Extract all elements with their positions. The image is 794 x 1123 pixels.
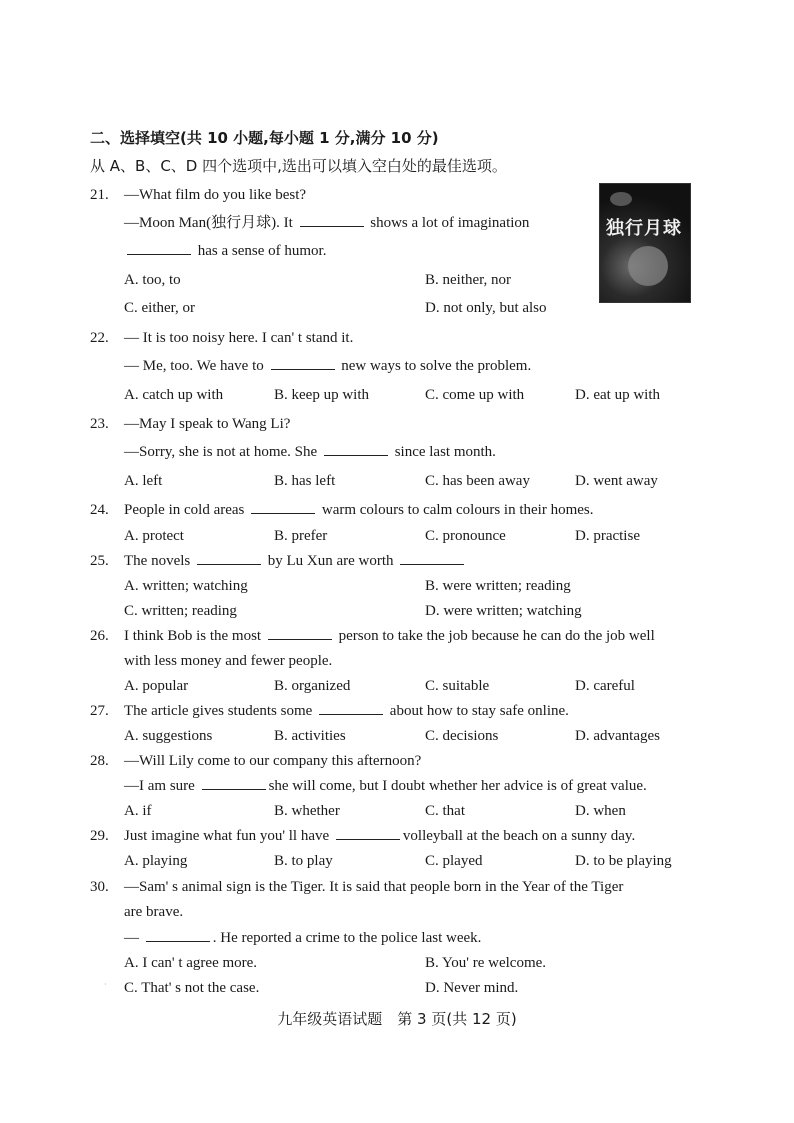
question-number: 21. <box>90 187 109 203</box>
question-24-option-d[interactable]: D. practise <box>575 528 640 544</box>
question-text: — Me, too. We have to <box>124 358 268 374</box>
question-text: — It is too noisy here. I can' t stand it. <box>124 330 354 346</box>
question-21-option-b[interactable]: B. neither, nor <box>425 272 512 288</box>
question-28-option-c[interactable]: C. that <box>425 803 465 819</box>
question-text: since last month. <box>390 444 496 460</box>
question-27-line-1 <box>90 701 569 721</box>
question-26-line-2 <box>124 651 332 671</box>
question-22-option-d[interactable]: D. eat up with <box>575 387 660 403</box>
question-number: 28. <box>90 753 109 769</box>
question-30-option-a[interactable]: A. I can' t agree more. <box>124 955 258 971</box>
question-23-line-2 <box>124 442 496 462</box>
question-21-line-2 <box>124 213 529 233</box>
moon-man-poster <box>599 183 691 303</box>
question-22-line-1 <box>90 328 353 348</box>
section-header: 二、选择填空(共 10 小题,每小题 1 分,满分 10 分) <box>90 129 439 147</box>
question-23-option-d[interactable]: D. went away <box>575 473 658 489</box>
question-text: The article gives students some <box>124 703 317 719</box>
question-number: 22. <box>90 330 109 346</box>
answer-blank[interactable] <box>202 776 266 790</box>
question-23-option-c[interactable]: C. has been away <box>425 473 530 489</box>
question-text: shows a lot of imagination <box>366 215 530 231</box>
question-text: warm colours to calm colours in their homes. <box>318 502 594 518</box>
question-text: —May I speak to Wang Li? <box>124 416 291 432</box>
question-28-option-d[interactable]: D. when <box>575 803 626 819</box>
question-28-line-1 <box>90 751 421 771</box>
question-text: —Sorry, she is not at home. She <box>124 444 321 460</box>
question-28-line-2 <box>124 776 647 796</box>
question-21-option-d[interactable]: D. not only, but also <box>425 300 547 316</box>
question-text: has a sense of humor. <box>194 243 327 259</box>
question-text: new ways to solve the problem. <box>337 358 532 374</box>
question-number: 25. <box>90 553 109 569</box>
question-27-option-c[interactable]: C. decisions <box>425 728 499 744</box>
answer-blank[interactable] <box>400 551 464 565</box>
answer-blank[interactable] <box>319 701 383 715</box>
question-text: volleyball at the beach on a sunny day. <box>402 828 636 844</box>
question-28-option-b[interactable]: B. whether <box>274 803 340 819</box>
question-25-line-1 <box>90 551 467 571</box>
answer-blank[interactable] <box>146 928 210 942</box>
section-instruction: 从 A、B、C、D 四个选项中,选出可以填入空白处的最佳选项。 <box>90 157 507 175</box>
question-22-line-2 <box>124 356 531 376</box>
question-text: . He reported a crime to the police last week. <box>212 930 482 946</box>
question-text: —Moon Man(独行月球). It <box>124 215 297 231</box>
answer-blank[interactable] <box>271 356 335 370</box>
question-text: person to take the job because he can do the job well <box>334 628 655 644</box>
question-25-option-b[interactable]: B. were written; reading <box>425 578 571 594</box>
question-26-option-b[interactable]: B. organized <box>274 678 351 694</box>
question-text: —Will Lily come to our company this afternoon? <box>124 753 422 769</box>
question-text: she will come, but I doubt whether her advice is of great value. <box>268 778 647 794</box>
question-number: 24. <box>90 502 109 518</box>
question-21-line-3 <box>124 241 326 261</box>
question-24-option-a[interactable]: A. protect <box>124 528 184 544</box>
answer-blank[interactable] <box>197 551 261 565</box>
question-21-option-c[interactable]: C. either, or <box>124 300 196 316</box>
question-25-option-c[interactable]: C. written; reading <box>124 603 237 619</box>
question-30-option-d[interactable]: D. Never mind. <box>425 980 519 996</box>
question-text: —I am sure <box>124 778 199 794</box>
question-26-line-1 <box>90 626 655 646</box>
question-text: People in cold areas <box>124 502 249 518</box>
question-22-option-a[interactable]: A. catch up with <box>124 387 224 403</box>
question-25-option-d[interactable]: D. were written; watching <box>425 603 582 619</box>
question-26-option-a[interactable]: A. popular <box>124 678 189 694</box>
question-text: — <box>124 930 143 946</box>
question-30-option-b[interactable]: B. You' re welcome. <box>425 955 547 971</box>
question-30-option-c[interactable]: C. That' s not the case. <box>124 980 260 996</box>
question-23-line-1 <box>90 414 290 434</box>
question-text: —What film do you like best? <box>124 187 307 203</box>
question-26-option-c[interactable]: C. suitable <box>425 678 490 694</box>
question-21-line-1 <box>90 185 306 205</box>
question-29-option-d[interactable]: D. to be playing <box>575 853 672 869</box>
question-29-line-1 <box>90 826 635 846</box>
question-30-line-1 <box>90 877 623 897</box>
question-25-option-a[interactable]: A. written; watching <box>124 578 248 594</box>
question-text: are brave. <box>124 904 184 920</box>
question-number: 27. <box>90 703 109 719</box>
poster-title: 独行月球 <box>606 218 682 239</box>
question-text: The novels <box>124 553 194 569</box>
question-text: with less money and fewer people. <box>124 653 333 669</box>
answer-blank[interactable] <box>300 213 364 227</box>
question-number: 30. <box>90 879 109 895</box>
question-26-option-d[interactable]: D. careful <box>575 678 635 694</box>
question-27-option-a[interactable]: A. suggestions <box>124 728 213 744</box>
answer-blank[interactable] <box>336 826 400 840</box>
answer-blank[interactable] <box>251 500 315 514</box>
question-23-option-b[interactable]: B. has left <box>274 473 336 489</box>
question-number: 23. <box>90 416 109 432</box>
question-29-option-b[interactable]: B. to play <box>274 853 333 869</box>
question-30-line-3 <box>124 928 481 948</box>
question-27-option-b[interactable]: B. activities <box>274 728 346 744</box>
question-number: 29. <box>90 828 109 844</box>
question-22-option-c[interactable]: C. come up with <box>425 387 525 403</box>
question-28-option-a[interactable]: A. if <box>124 803 152 819</box>
question-text: —Sam' s animal sign is the Tiger. It is said that people born in the Year of the Tiger <box>124 879 624 895</box>
question-23-option-a[interactable]: A. left <box>124 473 163 489</box>
question-22-option-b[interactable]: B. keep up with <box>274 387 369 403</box>
answer-blank[interactable] <box>324 442 388 456</box>
answer-blank[interactable] <box>268 626 332 640</box>
question-30-line-2 <box>124 902 183 922</box>
question-21-option-a[interactable]: A. too, to <box>124 272 181 288</box>
question-text: I think Bob is the most <box>124 628 265 644</box>
poster-spot <box>610 192 632 206</box>
question-29-option-a[interactable]: A. playing <box>124 853 188 869</box>
page-footer: 九年级英语试题 第 3 页(共 12 页) <box>277 1010 517 1028</box>
margin-mark: · <box>104 980 107 989</box>
question-text: by Lu Xun are worth <box>263 553 398 569</box>
question-text: Just imagine what fun you' ll have <box>124 828 333 844</box>
answer-blank[interactable] <box>127 241 191 255</box>
question-29-option-c[interactable]: C. played <box>425 853 483 869</box>
question-24-option-b[interactable]: B. prefer <box>274 528 328 544</box>
question-text: about how to stay safe online. <box>386 703 569 719</box>
question-number: 26. <box>90 628 109 644</box>
poster-moon <box>628 246 668 286</box>
question-24-line-1 <box>90 500 593 520</box>
question-24-option-c[interactable]: C. pronounce <box>425 528 506 544</box>
question-27-option-d[interactable]: D. advantages <box>575 728 660 744</box>
